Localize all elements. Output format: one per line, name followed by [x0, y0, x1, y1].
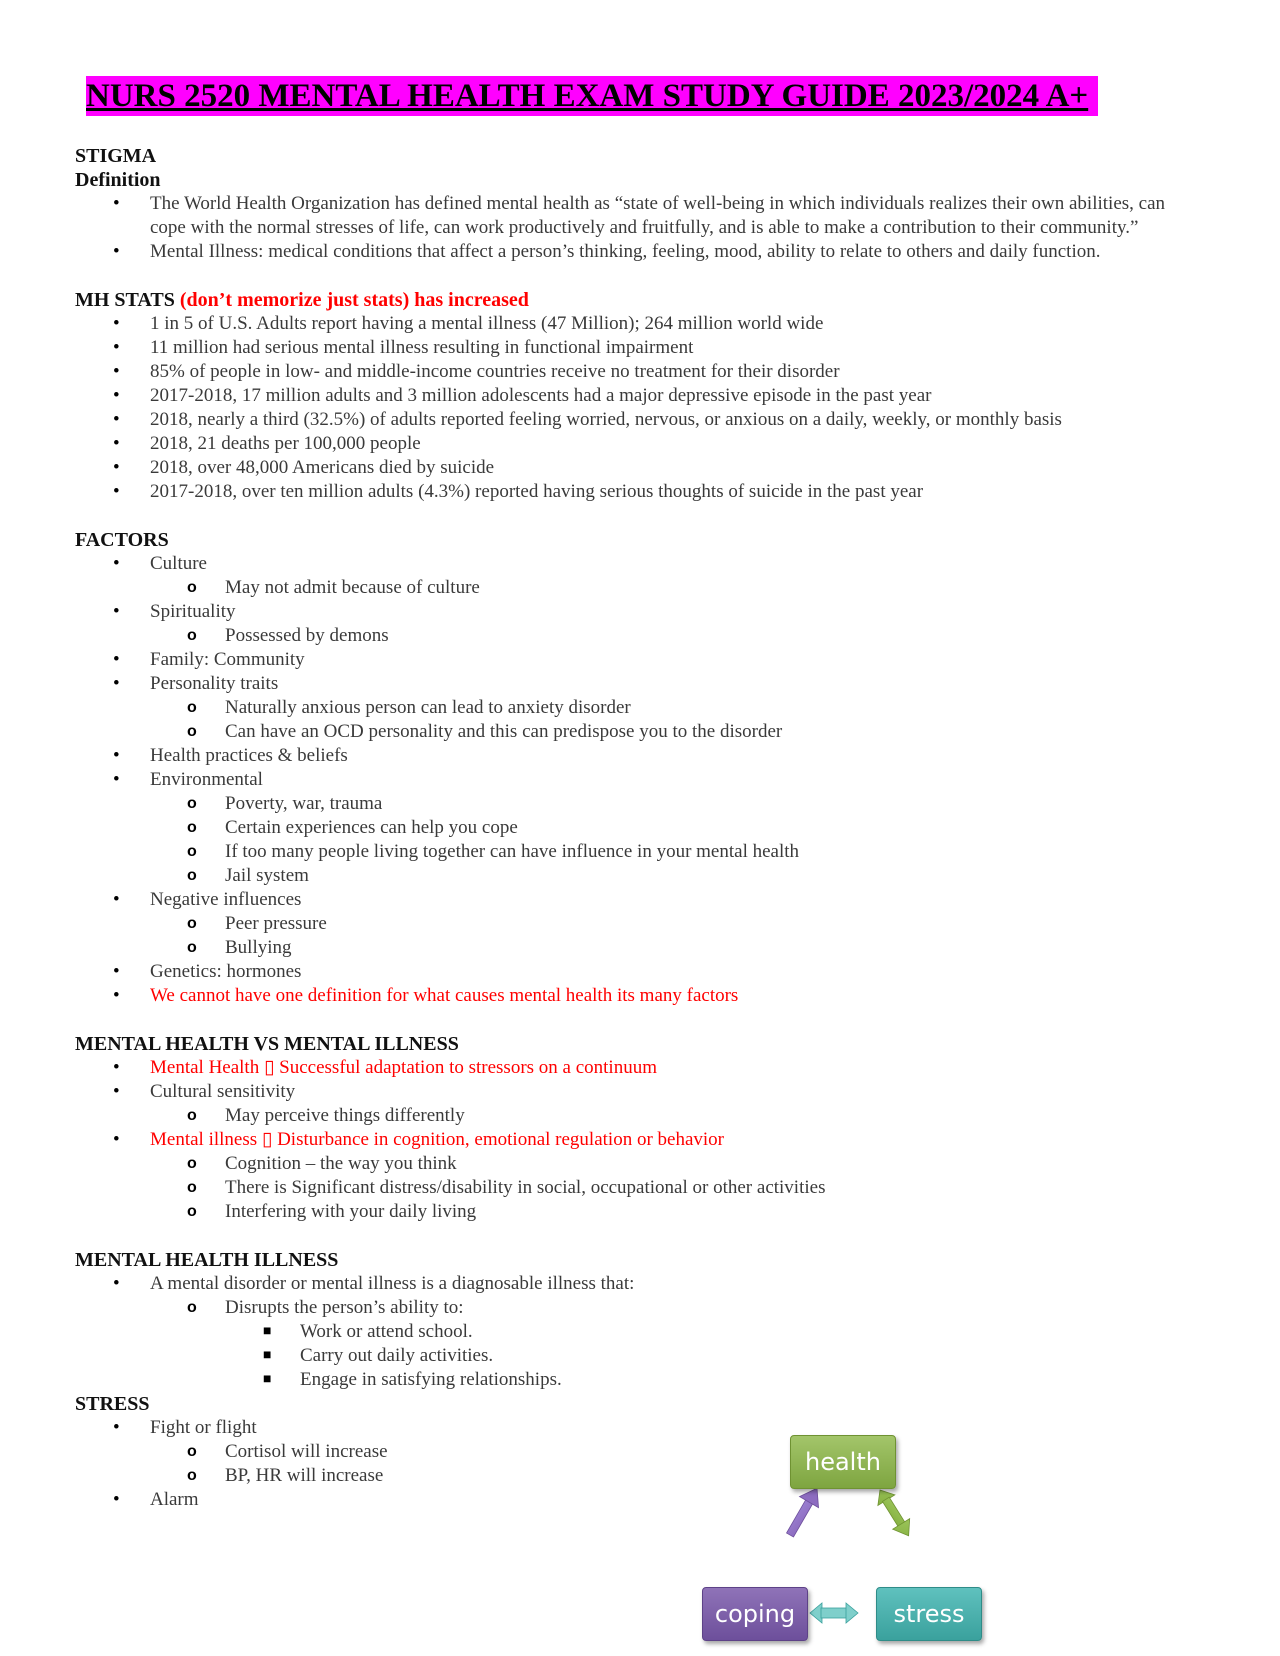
- bullet-marker: •: [113, 745, 120, 766]
- bullet-marker: •: [113, 481, 120, 502]
- sub-list-item: o Interfering with your daily living: [187, 1201, 477, 1222]
- bullet-marker: •: [113, 1417, 120, 1438]
- bullet-marker: •: [113, 457, 120, 478]
- arrow-coping-to-health-icon: [780, 1483, 826, 1541]
- mh-illness-heading: MENTAL HEALTH ILLNESS: [75, 1249, 339, 1271]
- stress-box: stress: [876, 1587, 982, 1641]
- list-item: • Alarm: [113, 1489, 199, 1510]
- sub-list-item: o If too many people living together can have influence in your mental health: [187, 841, 800, 862]
- sub-list-item: o Peer pressure: [187, 913, 327, 934]
- list-item: • Negative influences: [113, 889, 302, 910]
- circle-marker: o: [187, 1203, 197, 1220]
- list-item: • Health practices & beliefs: [113, 745, 348, 766]
- bullet-marker: •: [113, 1081, 120, 1102]
- bullet-marker: •: [113, 193, 120, 214]
- list-item: • 85% of people in low- and middle-income countries receive no treatment for their disorder: [113, 361, 840, 382]
- bullet-marker: •: [113, 601, 120, 622]
- sub-list-item: o There is Significant distress/disability in social, occupational or other activities: [187, 1177, 826, 1198]
- bullet-marker: •: [113, 1129, 120, 1150]
- sub-list-item: o Disrupts the person’s ability to:: [187, 1297, 464, 1318]
- list-item: • Mental Illness: medical conditions that affect a person’s thinking, feeling, mood, ability to relate to others and daily function.: [113, 241, 1101, 262]
- stress-list: [75, 1416, 1205, 1512]
- circle-marker: o: [187, 867, 197, 884]
- page-title: NURS 2520 MENTAL HEALTH EXAM STUDY GUIDE 2023/2024 A+: [86, 76, 1098, 116]
- factors-list: [75, 552, 1205, 1008]
- mh-vs-mi-list: [75, 1056, 1205, 1224]
- bullet-marker: •: [113, 673, 120, 694]
- sub-list-item: o Poverty, war, trauma: [187, 793, 383, 814]
- bullet-marker: •: [113, 649, 120, 670]
- list-item: • 2017-2018, 17 million adults and 3 million adolescents had a major depressive episode in the past year: [113, 385, 932, 406]
- list-item: • Culture: [113, 553, 207, 574]
- circle-marker: o: [187, 1443, 197, 1460]
- health-stress-coping-diagram: [700, 1435, 990, 1650]
- bullet-marker: •: [113, 961, 120, 982]
- bullet-marker: •: [113, 553, 120, 574]
- bullet-marker: •: [113, 1489, 120, 1510]
- arrow-health-stress-icon: [872, 1485, 918, 1541]
- list-item: • Family: Community: [113, 649, 305, 670]
- mh-vs-mi-heading: MENTAL HEALTH VS MENTAL ILLNESS: [75, 1033, 459, 1055]
- circle-marker: o: [187, 795, 197, 812]
- bullet-marker: •: [113, 889, 120, 910]
- document-body: [75, 144, 1205, 1512]
- list-item-emphasis: • Mental illness ▯ Disturbance in cognition, emotional regulation or behavior: [113, 1129, 724, 1150]
- coping-box: coping: [702, 1587, 808, 1641]
- list-item: • Environmental: [113, 769, 263, 790]
- sub-list-item: o Possessed by demons: [187, 625, 389, 646]
- list-item-emphasis: • Mental Health ▯ Successful adaptation to stressors on a continuum: [113, 1057, 657, 1078]
- arrow-coping-stress-icon: [810, 1603, 858, 1623]
- list-item: • 2018, over 48,000 Americans died by suicide: [113, 457, 495, 478]
- list-item: • The World Health Organization has defined mental health as “state of well-being in which individuals realizes their own abilities, can cope with the normal stresses of life, can work productively and fruitfully, and is able to make a contribution to their community.”: [113, 193, 1166, 238]
- circle-marker: o: [187, 1107, 197, 1124]
- stigma-heading: STIGMA: [75, 145, 157, 167]
- list-item: • 1 in 5 of U.S. Adults report having a mental illness (47 Million); 264 million world wide: [113, 313, 824, 334]
- list-item: • Fight or flight: [113, 1417, 257, 1438]
- square-marker: ■: [263, 1324, 272, 1339]
- list-item: • 2018, nearly a third (32.5%) of adults reported feeling worried, nervous, or anxious on a daily, weekly, or monthly basis: [113, 409, 1062, 430]
- circle-marker: o: [187, 699, 197, 716]
- factors-heading: FACTORS: [75, 529, 169, 551]
- bullet-marker: •: [113, 241, 120, 262]
- list-item: • Spirituality: [113, 601, 236, 622]
- bullet-marker: •: [113, 409, 120, 430]
- sub-list-item: o Bullying: [187, 937, 292, 958]
- square-marker: ■: [263, 1372, 272, 1387]
- square-marker: ■: [263, 1348, 272, 1363]
- stress-heading: STRESS: [75, 1393, 150, 1415]
- circle-marker: o: [187, 1467, 197, 1484]
- sub-list-item: o Cognition – the way you think: [187, 1153, 457, 1174]
- circle-marker: o: [187, 627, 197, 644]
- sub-list-item: o Certain experiences can help you cope: [187, 817, 518, 838]
- list-item: • 11 million had serious mental illness resulting in functional impairment: [113, 337, 694, 358]
- sub-sub-list-item: ■ Carry out daily activities.: [263, 1345, 494, 1366]
- bullet-marker: •: [113, 385, 120, 406]
- sub-sub-list-item: ■ Engage in satisfying relationships.: [263, 1369, 562, 1390]
- bullet-marker: •: [113, 337, 120, 358]
- sub-sub-list-item: ■ Work or attend school.: [263, 1321, 473, 1342]
- circle-marker: o: [187, 819, 197, 836]
- bullet-marker: •: [113, 985, 120, 1006]
- circle-marker: o: [187, 915, 197, 932]
- list-item: • Cultural sensitivity: [113, 1081, 296, 1102]
- definition-subheading: Definition: [75, 169, 161, 191]
- bullet-marker: •: [113, 1057, 120, 1078]
- list-item: • Personality traits: [113, 673, 279, 694]
- stats-heading: MH STATS (don’t memorize just stats) has increased: [75, 289, 529, 311]
- sub-list-item: o Cortisol will increase: [187, 1441, 388, 1462]
- stigma-list: [75, 192, 1205, 264]
- mh-illness-list: [75, 1272, 1205, 1392]
- circle-marker: o: [187, 1155, 197, 1172]
- circle-marker: o: [187, 1299, 197, 1316]
- sub-list-item: o Can have an OCD personality and this can predispose you to the disorder: [187, 721, 783, 742]
- health-box: health: [790, 1435, 896, 1489]
- list-item: • Genetics: hormones: [113, 961, 302, 982]
- circle-marker: o: [187, 843, 197, 860]
- sub-list-item: o Jail system: [187, 865, 309, 886]
- stats-heading-note: (don’t memorize just stats) has increased: [179, 289, 529, 311]
- list-item-emphasis: • We cannot have one definition for what causes mental health its many factors: [113, 985, 739, 1006]
- list-item: • A mental disorder or mental illness is a diagnosable illness that:: [113, 1273, 635, 1294]
- stats-list: [75, 312, 1205, 504]
- bullet-marker: •: [113, 433, 120, 454]
- bullet-marker: •: [113, 313, 120, 334]
- sub-list-item: o May perceive things differently: [187, 1105, 465, 1126]
- list-item: • 2017-2018, over ten million adults (4.3%) reported having serious thoughts of suicide in the past year: [113, 481, 924, 502]
- sub-list-item: o May not admit because of culture: [187, 577, 480, 598]
- bullet-marker: •: [113, 769, 120, 790]
- bullet-marker: •: [113, 361, 120, 382]
- circle-marker: o: [187, 723, 197, 740]
- circle-marker: o: [187, 939, 197, 956]
- sub-list-item: o BP, HR will increase: [187, 1465, 384, 1486]
- sub-list-item: o Naturally anxious person can lead to anxiety disorder: [187, 697, 631, 718]
- bullet-marker: •: [113, 1273, 120, 1294]
- list-item: • 2018, 21 deaths per 100,000 people: [113, 433, 421, 454]
- circle-marker: o: [187, 1179, 197, 1196]
- circle-marker: o: [187, 579, 197, 596]
